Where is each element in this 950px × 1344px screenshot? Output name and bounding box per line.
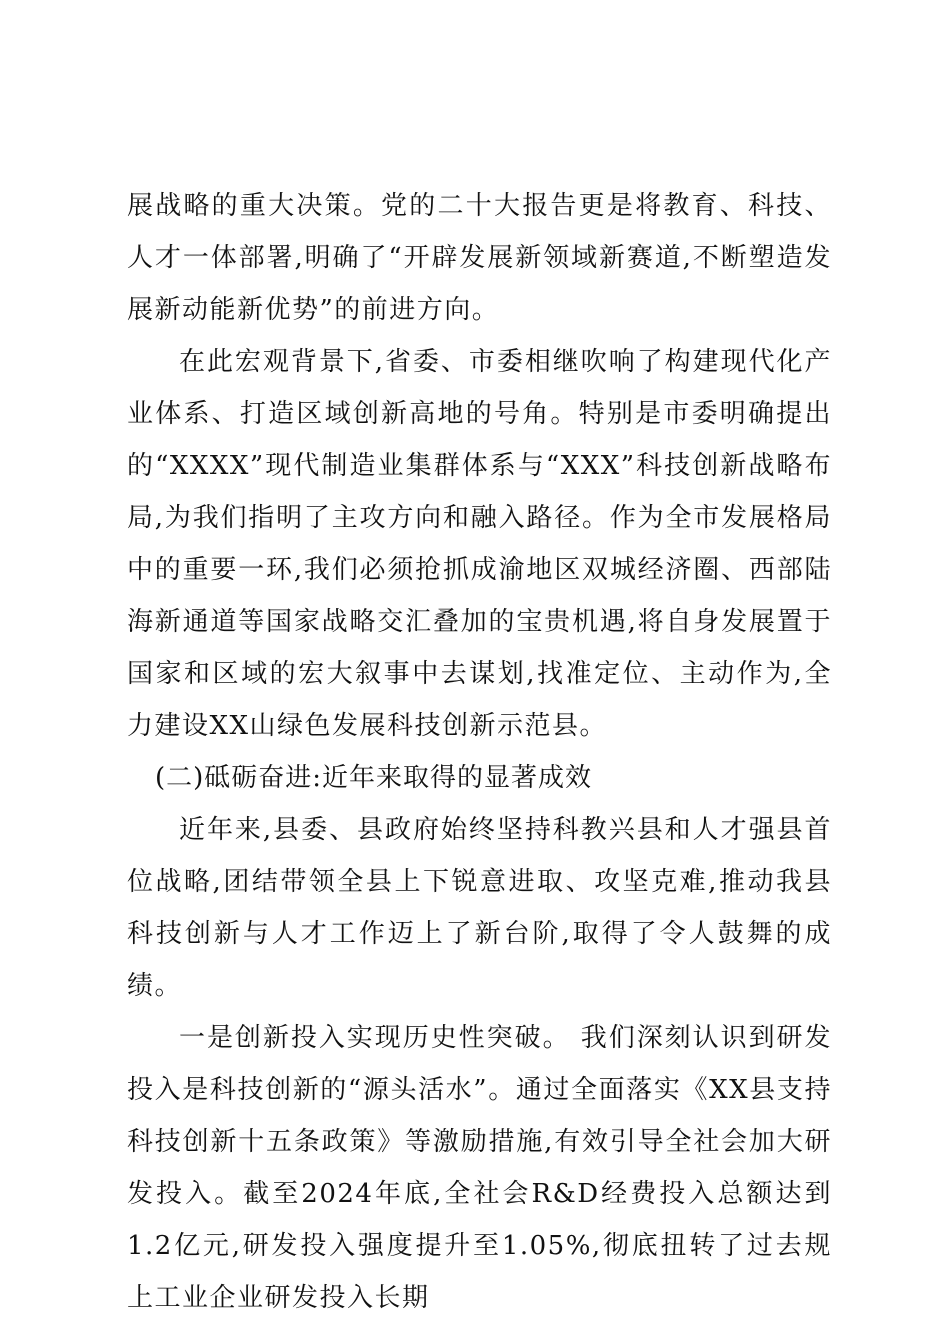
section-heading: (二)砥砺奋进:近年来取得的显著成效 [155, 763, 593, 793]
paragraph-continuation: 展战略的重大决策。党的二十大报告更是将教育、科技、人才一体部署,明确了“开辟发展新领域新赛道,不断塑造发展新动能新优势”的前进方向。 [127, 191, 832, 325]
document-body [127, 180, 832, 1324]
paragraph-background: 在此宏观背景下,省委、市委相继吹响了构建现代化产业体系、打造区域创新高地的号角。特别是市委明确提出的“XXXX”现代制造业集群体系与“XXX”科技创新战略布局,为我们指明了主攻方向和融入路径。作为全市发展格局中的重要一环,我们必须抢抓成渝地区双城经济圈、西部陆海新通道等国家战略交汇叠加的宝贵机遇,将自身发展置于国家和区域的宏大叙事中去谋划,找准定位、主动作为,全力建设XX山绿色发展科技创新示范县。 [127, 347, 832, 741]
paragraph-achievements-intro: 近年来,县委、县政府始终坚持科教兴县和人才强县首位战略,团结带领全县上下锐意进取、攻坚克难,推动我县科技创新与人才工作迈上了新台阶,取得了令人鼓舞的成绩。 [127, 815, 832, 1001]
paragraph-innovation-investment: 一是创新投入实现历史性突破。 我们深刻认识到研发投入是科技创新的“源头活水”。通过全面落实《XX县支持科技创新十五条政策》等激励措施,有效引导全社会加大研发投入。截至2024年底,全社会R&D经费投入总额达到1.2亿元,研发投入强度提升至1.05%,彻底扭转了过去规上工业企业研发投入长期 [127, 1023, 832, 1313]
